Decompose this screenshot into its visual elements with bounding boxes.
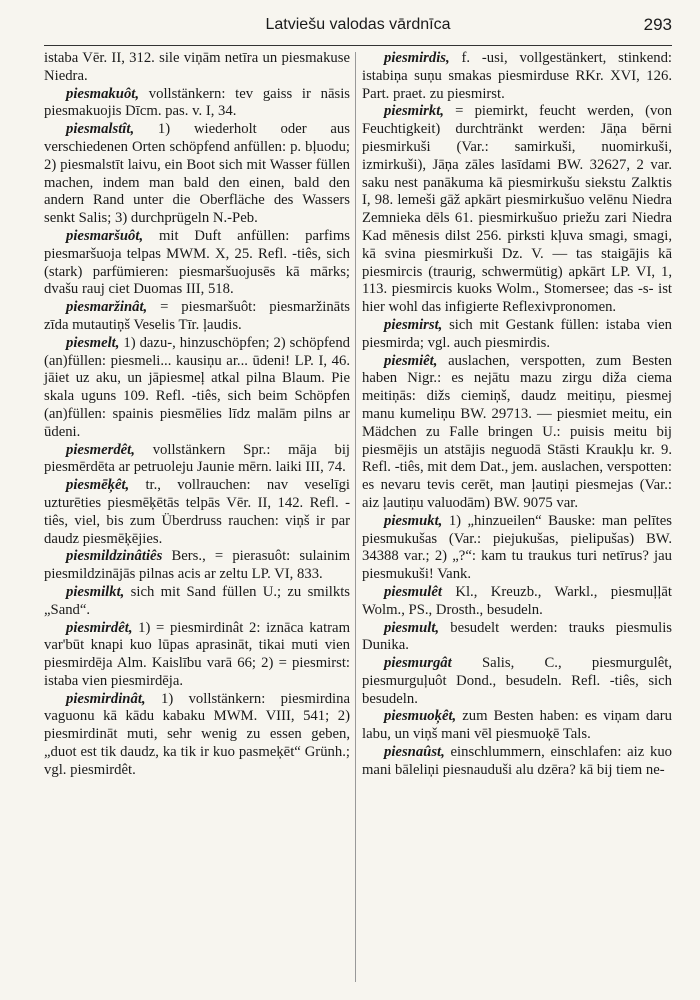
entry-headword: piesmurgât [384,655,452,672]
entry-headword: piesmirdinât, [66,690,146,707]
entry-definition: vollstänkern Spr.: māja bij piesmērdēta ar petruoleju Jaunie mērn. laiki III, 74. [44,441,350,476]
dictionary-entry [362,103,672,317]
entry-definition: istaba Vēr. II, 312. sile viņām netīra un piesmakuse Niedra. [44,50,350,84]
dictionary-entry [44,620,350,691]
entry-definition: Kl., Kreuzb., Warkl., piesmuļļāt Wolm., PS., Drosth., besudeln. [362,583,672,618]
entry-headword: piesmildzinâtiês [66,548,163,565]
entry-definition: 1) vollstänkern: piesmirdina vaguonu kā kādu kabaku MWM. VIII, 541; 2) piesmirdināt muti, sehr wenig zu essen geben, „duot est tik daudz, ka tik ir kuo pasmeķēt“ Grünh.; vgl. piesmirdêt. [44,690,351,778]
entry-definition: 1) dazu-, hinzuschöpfen; 2) schöpfend (an)füllen: piesmeli... kausiņu ar... ūdeni! LP. I, 46. jāiet uz aku, un jāpiesmeļ atkal pilna Blaum. Pie skala uguns 109. Refl. -tiês, sich beim Schöpfen (an)füllen: spainis piesmēlies līdz malām pilns ar ūdeni. [44,334,351,440]
dictionary-entry [44,86,350,122]
entry-definition: 1) wiederholt oder aus verschiedenen Orten schöpfend anfüllen: p. bļuodu; 2) piesmalstīt laivu, ein Boot sich mit Wasser füllen machen, indem man bald den einen, bald den andern Rand unter die Oberfläche des Wassers senkt Salis; 3) durchprügeln N.-Peb. [44,121,350,227]
entry-headword: piesmalstît, [66,121,135,138]
dictionary-entry [44,299,350,335]
dictionary-entry [362,353,672,513]
dictionary-entry [44,477,350,548]
dictionary-entry [362,317,672,353]
dictionary-entry [44,691,350,780]
entry-definition: Salis, C., piesmurgulêt, piesmurguļuôt Dond., besudeln. Refl. -tiês, sich besudeln. [362,655,672,707]
entry-definition: Bers., = pierasuôt: sulainim piesmildzinājās pilnas acis ar zeltu LP. VI, 833. [44,548,351,583]
entry-definition: 1) „hinzueilen“ Bauske: man pelītes piesmukušas (Var.: piejukušas, pielipušas) BW. 34388 var.; 2) „?“: kam tu traukus turi netīrus? jau piesmukuši! Vank. [362,512,672,583]
entry-headword: piesmirst, [384,316,443,333]
entry-headword: piesmirdêt, [66,619,133,636]
dictionary-entry [44,548,350,584]
dictionary-entry [44,121,350,228]
entry-definition: auslachen, verspotten, zum Besten haben Nigr.: es nejātu mazu zirgu diža ciema meitiņās: dižs ciemiņš, daudz meitiņu, piesmej manu kumeliņu BW. 29713. — piesmiet meitu, ein Mädchen zu Falle bringen U.: puisis meitu bij piesmējis un atstājis neguodā Stāsti Kraukļu kr. 9. Refl. -tiês, mit dem Dat., jem. auslachen, verspotten: es nevaru tevis cerēt, man ļautiņi piesmejas (Var.: aiz ļautiņu valuodām) BW. 9075 var. [362,352,672,511]
entry-definition: vollstänkern: tev gaiss ir nāsis piesmakuojis Dīcm. pas. v. I, 34. [44,85,350,120]
entry-definition: sich mit Sand füllen U.; zu smilkts „Sand“. [44,583,351,618]
entry-headword: piesmēķêt, [66,477,130,494]
entry-headword: piesmulêt [384,583,442,600]
dictionary-entry [44,584,350,620]
entry-headword: piesmirkt, [384,103,444,120]
entry-definition: tr., vollrauchen: nav veselīgi uzturēties piesmēķētās telpās Vēr. II, 142. Refl. -tiês, viel, bis zum Überdruss rauchen: viņš ir par daudz piesmēķējies. [44,477,350,547]
dictionary-entry [362,513,672,584]
dictionary-entry [44,442,350,478]
entry-headword: piesmakuôt, [66,85,140,102]
dictionary-entry [362,744,672,780]
page-header [44,16,672,40]
entry-headword: piesmelt, [66,334,120,351]
entry-headword: piesmiêt, [384,352,438,369]
entry-definition: mit Duft anfüllen: parfims piesmaršuoja telpas MWM. X, 25. Refl. -tiês, sich (stark) parfümieren: piesmaršuojusēs kā mārks; dvašu rauj ciet Duomas III, 518. [44,227,351,298]
page-number: 293 [643,15,672,34]
entry-headword: piesmult, [384,619,440,636]
entry-headword: piesmaršuôt, [66,227,144,244]
entry-definition: = piemirkt, feucht werden, (von Feuchtigkeit) durchtränkt werden: Jāņa bērni piesmirkuši (Var.: samirkuši, nuomirkuši, izmirkuši), Jāņa zāles lasīdami BW. 32627, 2 var. saku nest panākuma kā piesmirkušu siekstu Zalktis I, 98. lemeši gāž apkārt piesmirkušuo velēnu Niedra Zemnieka dēls 61. piesmirkušuo priežu zari Niedra Kad mēnesis dilst 256. pirksti kļuva smagi, smagi, kā svina piesmirkuši Dz. V. — tas staigājis kā piesmircis (traurig, schwermütig) apkārt LP. VI, 1, 113. piesmircis kuoks Wolm., Stomersee; das -s- ist hier wohl das infigierte Reflexivpronomen. [362,103,672,316]
dictionary-entry [362,708,672,744]
dictionary-entry [362,620,672,656]
dictionary-entry [44,228,350,299]
dictionary-entry [44,50,350,86]
entry-headword: piesmuoķêt, [384,708,457,725]
dictionary-entry [362,655,672,708]
column-divider [355,52,356,982]
left-column [44,50,350,780]
entry-headword: piesmilkt, [66,583,125,600]
entry-definition: f. -usi, vollgestänkert, stinkend: istabiņa suņu smakas piesmirduse RKr. XVI, 126. Part. praet. zu piesmirst. [362,50,672,102]
entry-headword: piesmukt, [384,512,443,529]
entry-headword: piesnaûst, [384,744,445,761]
entry-definition: = piesmaršuôt: piesmaržināts zīda mutautiņš Veselis Tīr. ļaudis. [44,299,350,333]
running-title: Latviešu valodas vārdnīca [265,16,451,33]
entry-definition: sich mit Gestank füllen: istaba vien piesmirda; vgl. auch piesmirdis. [362,316,672,351]
dictionary-entry [362,584,672,620]
dictionary-entry [362,50,672,103]
entry-headword: piesmaržinât, [66,299,148,316]
entry-definition: 1) = piesmirdinât 2: iznāca katram var'būt knapi kuo lūpas aprasināt, tikai muti vien piesmirdēja Alm. Kaislību varā 66; 2) = piesmirst: istaba vien piesmirdēja. [44,619,350,689]
entry-headword: piesmirdis, [384,50,450,66]
entry-headword: piesmerdêt, [66,441,135,458]
header-rule [44,45,672,46]
right-column [362,50,672,780]
entry-definition: einschlummern, einschlafen: aiz kuo mani bāleliņi piesnauduši alu dzēra? kā bij tiem ne- [362,744,673,778]
dictionary-entry [44,335,350,442]
entry-definition: zum Besten haben: es viņam daru labu, un viņš mani vēl piesmuoķē Tals. [362,708,672,743]
entry-definition: besudelt werden: trauks piesmulis Dunika. [362,619,673,654]
